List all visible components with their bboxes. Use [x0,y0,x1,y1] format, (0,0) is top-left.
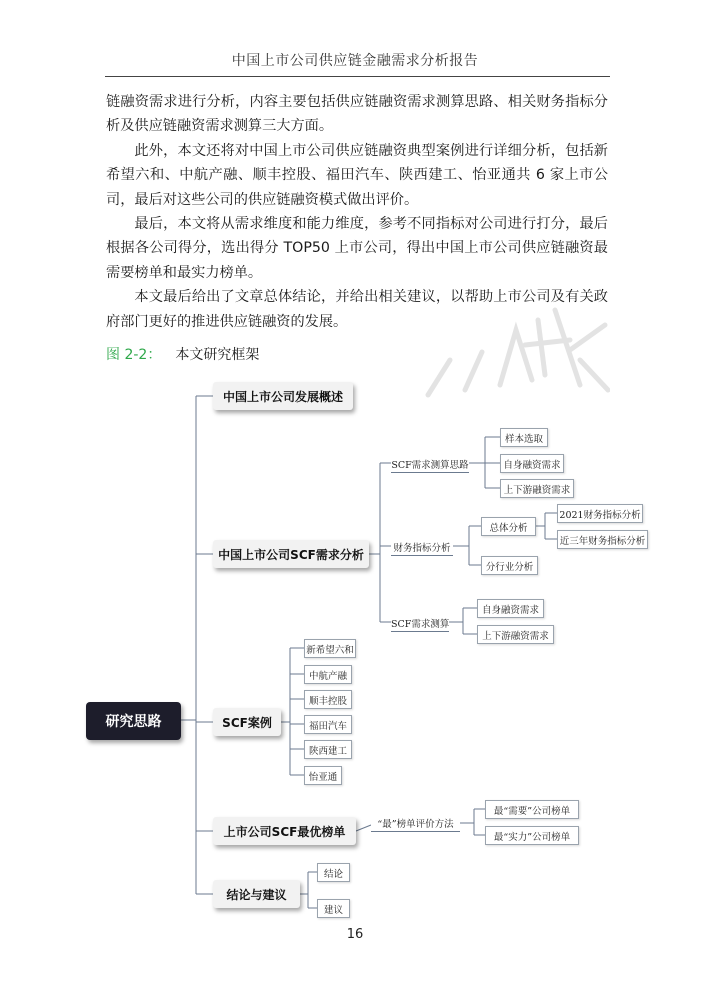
node-scf-cases: SCF案例 [213,708,281,736]
node-industry-analysis: 分行业分析 [481,556,538,575]
node-ranking: 上市公司SCF最优榜单 [213,817,356,845]
figure-number: 图 2-2： [106,347,162,363]
node-ranking-method: “最”榜单评价方法 [371,816,460,832]
paragraph-4: 本文最后给出了文章总体结论，并给出相关建议，以帮助上市公司及有关政府部门更好的推进供应链融资的发展。 [106,289,608,330]
node-chain-financing: 上下游融资需求 [500,479,574,498]
node-case-xinxiwang: 新希望六和 [304,639,356,658]
figure-title: 本文研究框架 [175,347,260,363]
paragraph-1: 链融资需求进行分析，内容主要包括供应链融资需求测算思路、相关财务指标分析及供应链融资需求测算三大方面。 [106,94,608,135]
node-2021-indicators: 2021财务指标分析 [557,504,643,523]
node-measure-own: 自身融资需求 [477,599,544,618]
node-case-zhonghang: 中航产融 [304,665,352,684]
node-overall-analysis: 总体分析 [481,517,536,536]
node-case-yiyatong: 怡亚通 [304,766,342,785]
paragraph-2: 此外，本文还将对中国上市公司供应链融资典型案例进行详细分析，包括新希望六和、中航产融、顺丰控股、福田汽车、陕西建工、怡亚通共 6 家上市公司，最后对这些公司的供应链融资模式做出评价。 [106,142,608,208]
node-conclusion: 结论与建议 [213,880,300,908]
node-case-shunfeng: 顺丰控股 [304,690,352,709]
paragraph-3: 最后，本文将从需求维度和能力维度，参考不同指标对公司进行打分，最后根据各公司得分，选出得分 TOP50 上市公司，得出中国上市公司供应链融资最需要榜单和最实力榜单。 [106,216,608,281]
node-case-shaanxi: 陕西建工 [304,740,352,759]
node-scf-thinking: SCF需求测算思路 [391,457,469,473]
node-suggestion-item: 建议 [317,899,350,918]
mindmap-root: 研究思路 [86,702,181,740]
node-sample-selection: 样本选取 [500,428,548,447]
page-number: 16 [346,927,364,942]
node-own-financing: 自身融资需求 [500,454,564,473]
page-header: 中国上市公司供应链金融需求分析报告 [231,53,479,69]
node-rank-demand: 最“需要”公司榜单 [485,800,579,819]
node-rank-strength: 最“实力”公司榜单 [485,826,579,845]
node-case-futian: 福田汽车 [304,715,352,734]
node-conclusion-item: 结论 [317,863,350,882]
node-scf-measure: SCF需求测算 [391,616,449,632]
node-overview: 中国上市公司发展概述 [213,382,353,410]
node-measure-chain: 上下游融资需求 [477,625,554,644]
node-scf-demand: 中国上市公司SCF需求分析 [213,540,369,568]
node-3year-indicators: 近三年财务指标分析 [557,530,648,549]
node-financial-analysis: 财务指标分析 [391,540,453,556]
